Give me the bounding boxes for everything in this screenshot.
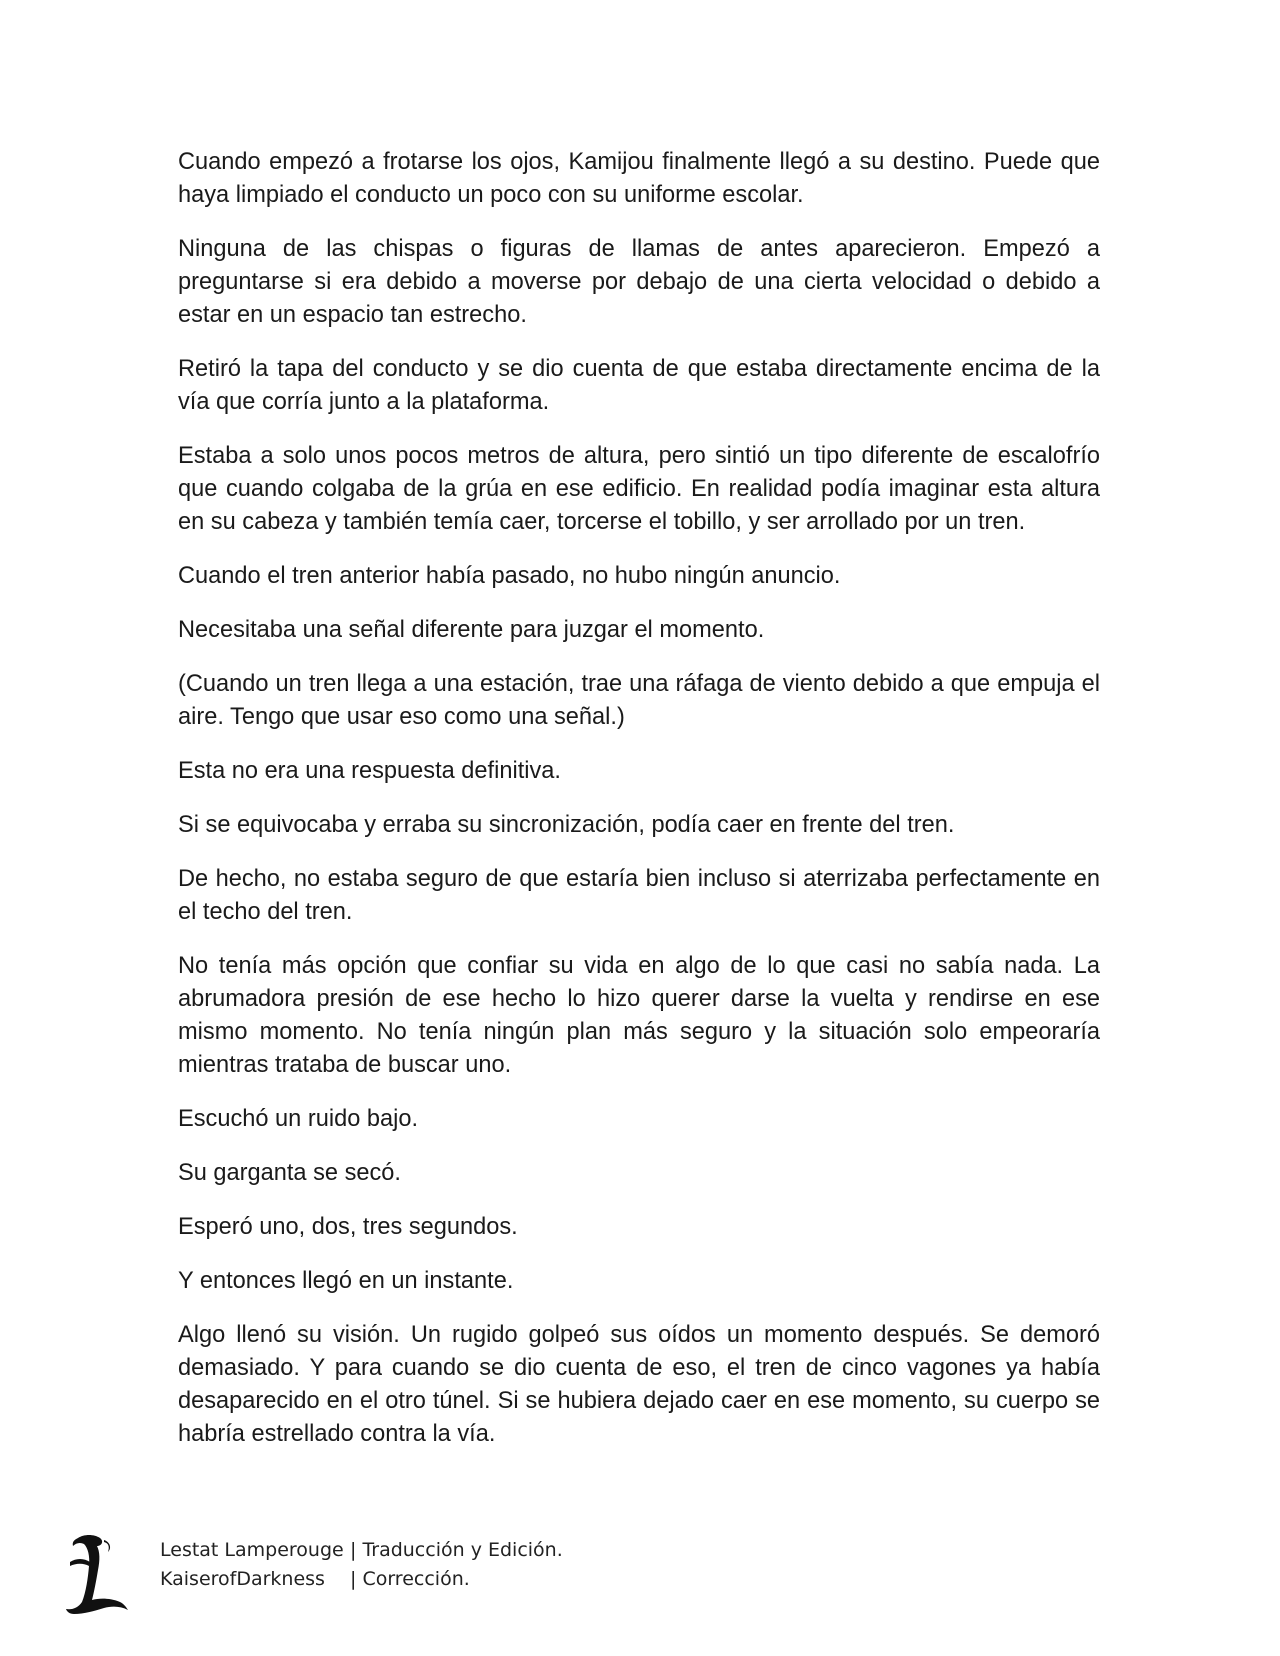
paragraph: Algo llenó su visión. Un rugido golpeó sus oídos un momento después. Se demoró demasiado. Y para cuando se dio cuenta de eso, el tren de cinco vagones ya había desaparecido en el otro túnel. Si se hubiera dejado caer en ese momento, su cuerpo se habría estrellado contra la vía. xyxy=(178,1322,1100,1447)
paragraph: Retiró la tapa del conducto y se dio cuenta de que estaba directamente encima de la vía que corría junto a la plataforma. xyxy=(178,356,1100,415)
paragraph: Cuando el tren anterior había pasado, no hubo ningún anuncio. xyxy=(178,563,841,589)
paragraph: (Cuando un tren llega a una estación, trae una ráfaga de viento debido a que empuja el aire. Tengo que usar eso como una señal.) xyxy=(178,671,1100,730)
credits xyxy=(160,1536,563,1594)
paragraph: Su garganta se secó. xyxy=(178,1160,401,1186)
page-footer xyxy=(64,1532,764,1642)
credit-role: | Traducción y Edición. xyxy=(350,1539,563,1561)
gothic-l-logo-icon xyxy=(64,1532,130,1616)
paragraph: De hecho, no estaba seguro de que estaría bien incluso si aterrizaba perfectamente en el techo del tren. xyxy=(178,866,1100,925)
paragraph: Necesitaba una señal diferente para juzgar el momento. xyxy=(178,617,765,643)
credit-row xyxy=(160,1565,563,1594)
credit-role: | Corrección. xyxy=(350,1568,470,1590)
paragraph: Ninguna de las chispas o figuras de llamas de antes aparecieron. Empezó a preguntarse si era debido a moverse por debajo de una cierta velocidad o debido a estar en un espacio tan estrecho. xyxy=(178,236,1100,328)
body-text xyxy=(178,146,1100,1472)
paragraph: No tenía más opción que confiar su vida en algo de lo que casi no sabía nada. La abrumadora presión de ese hecho lo hizo querer darse la vuelta y rendirse en ese mismo momento. No tenía ningún plan más seguro y la situación solo empeoraría mientras trataba de buscar uno. xyxy=(178,953,1100,1078)
paragraph: Si se equivocaba y erraba su sincronización, podía caer en frente del tren. xyxy=(178,812,955,838)
credit-name: KaiserofDarkness xyxy=(160,1568,325,1590)
paragraph: Y entonces llegó en un instante. xyxy=(178,1268,514,1294)
paragraph: Cuando empezó a frotarse los ojos, Kamijou finalmente llegó a su destino. Puede que haya limpiado el conducto un poco con su uniforme escolar. xyxy=(178,149,1100,208)
gothic-l-logo-svg xyxy=(64,1532,130,1616)
paragraph: Escuchó un ruido bajo. xyxy=(178,1106,419,1132)
paragraph: Estaba a solo unos pocos metros de altura, pero sintió un tipo diferente de escalofrío que cuando colgaba de la grúa en ese edificio. En realidad podía imaginar esta altura en su cabeza y también temía caer, torcerse el tobillo, y ser arrollado por un tren. xyxy=(178,443,1100,535)
paragraph: Esta no era una respuesta definitiva. xyxy=(178,758,561,784)
credit-name: Lestat Lamperouge xyxy=(160,1539,344,1561)
credit-row xyxy=(160,1536,563,1565)
paragraph: Esperó uno, dos, tres segundos. xyxy=(178,1214,518,1240)
